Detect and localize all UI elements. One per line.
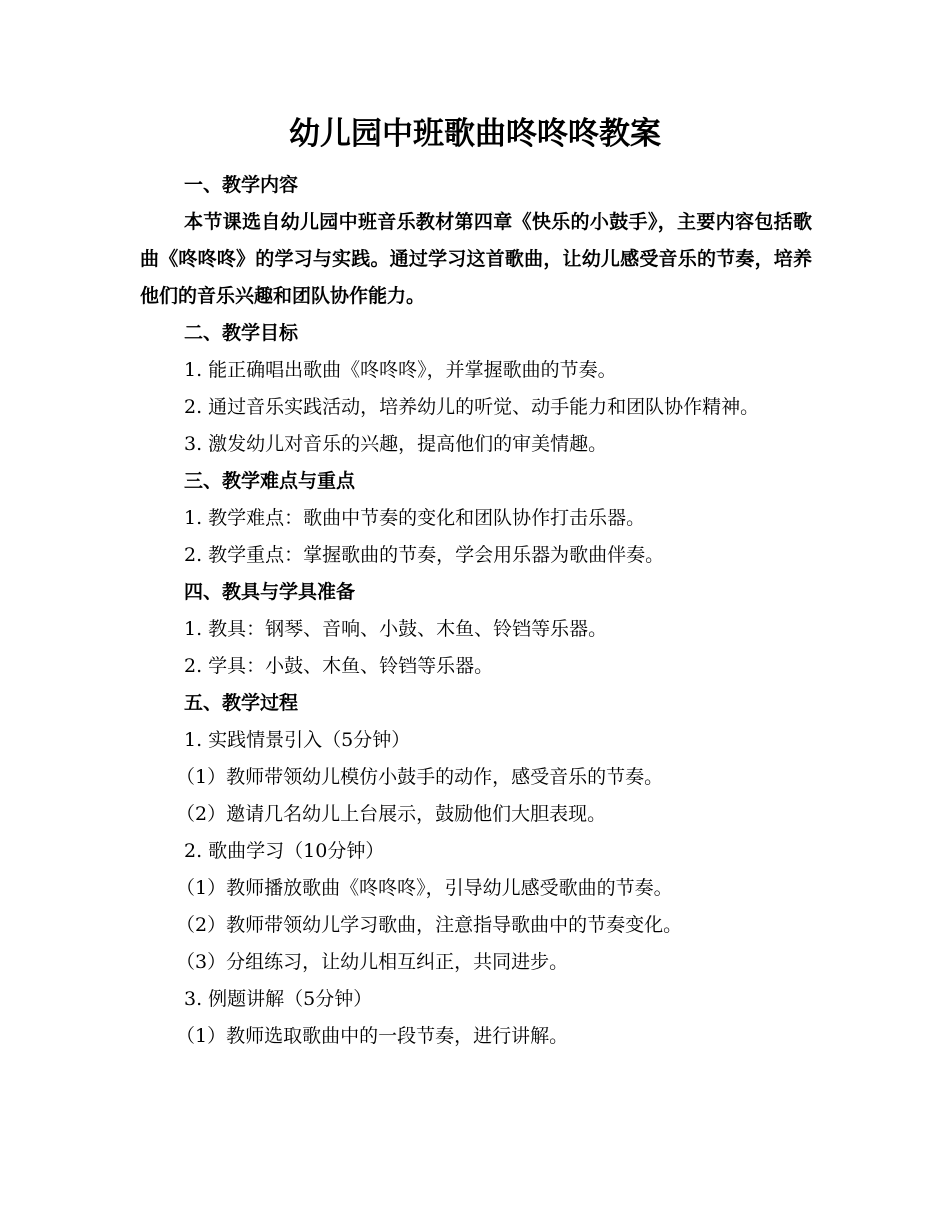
process-substep: （1）教师选取歌曲中的一段节奏，进行讲解。	[176, 1025, 569, 1047]
process-substep: （1）教师带领幼儿模仿小鼓手的动作，感受音乐的节奏。	[176, 766, 664, 788]
section-heading-teaching-process: 五、教学过程	[184, 692, 299, 714]
process-step: 1. 实践情景引入（5分钟）	[184, 729, 411, 751]
goal-item: 3. 激发幼儿对音乐的兴趣，提高他们的审美情趣。	[184, 433, 608, 455]
goal-item: 1. 能正确唱出歌曲《咚咚咚》，并掌握歌曲的节奏。	[184, 359, 617, 381]
document-body	[140, 167, 812, 1055]
section-heading-teaching-goals: 二、教学目标	[184, 322, 299, 344]
process-substep: （1）教师播放歌曲《咚咚咚》，引导幼儿感受歌曲的节奏。	[176, 877, 673, 899]
section-heading-difficulties: 三、教学难点与重点	[184, 470, 356, 492]
goal-item: 2. 通过音乐实践活动，培养幼儿的听觉、动手能力和团队协作精神。	[184, 396, 760, 418]
process-step: 2. 歌曲学习（10分钟）	[184, 840, 385, 862]
materials-item: 1. 教具：钢琴、音响、小鼓、木鱼、铃铛等乐器。	[184, 618, 608, 640]
process-step: 3. 例题讲解（5分钟）	[184, 988, 373, 1010]
materials-item: 2. 学具：小鼓、木鱼、铃铛等乐器。	[184, 655, 494, 677]
teaching-content-paragraph: 本节课选自幼儿园中班音乐教材第四章《快乐的小鼓手》，主要内容包括歌曲《咚咚咚》的学习与实践。通过学习这首歌曲，让幼儿感受音乐的节奏，培养他们的音乐兴趣和团队协作能力。	[140, 211, 812, 307]
difficulty-item: 2. 教学重点：掌握歌曲的节奏，学会用乐器为歌曲伴奏。	[184, 544, 665, 566]
section-heading-materials: 四、教具与学具准备	[184, 581, 356, 603]
document-title: 幼儿园中班歌曲咚咚咚教案	[289, 116, 661, 152]
section-heading-teaching-content: 一、教学内容	[184, 174, 299, 196]
difficulty-item: 1. 教学难点：歌曲中节奏的变化和团队协作打击乐器。	[184, 507, 646, 529]
process-substep: （2）邀请几名幼儿上台展示，鼓励他们大胆表现。	[176, 803, 607, 825]
process-substep: （2）教师带领幼儿学习歌曲，注意指导歌曲中的节奏变化。	[176, 914, 683, 936]
process-substep: （3）分组练习，让幼儿相互纠正，共同进步。	[176, 951, 569, 973]
